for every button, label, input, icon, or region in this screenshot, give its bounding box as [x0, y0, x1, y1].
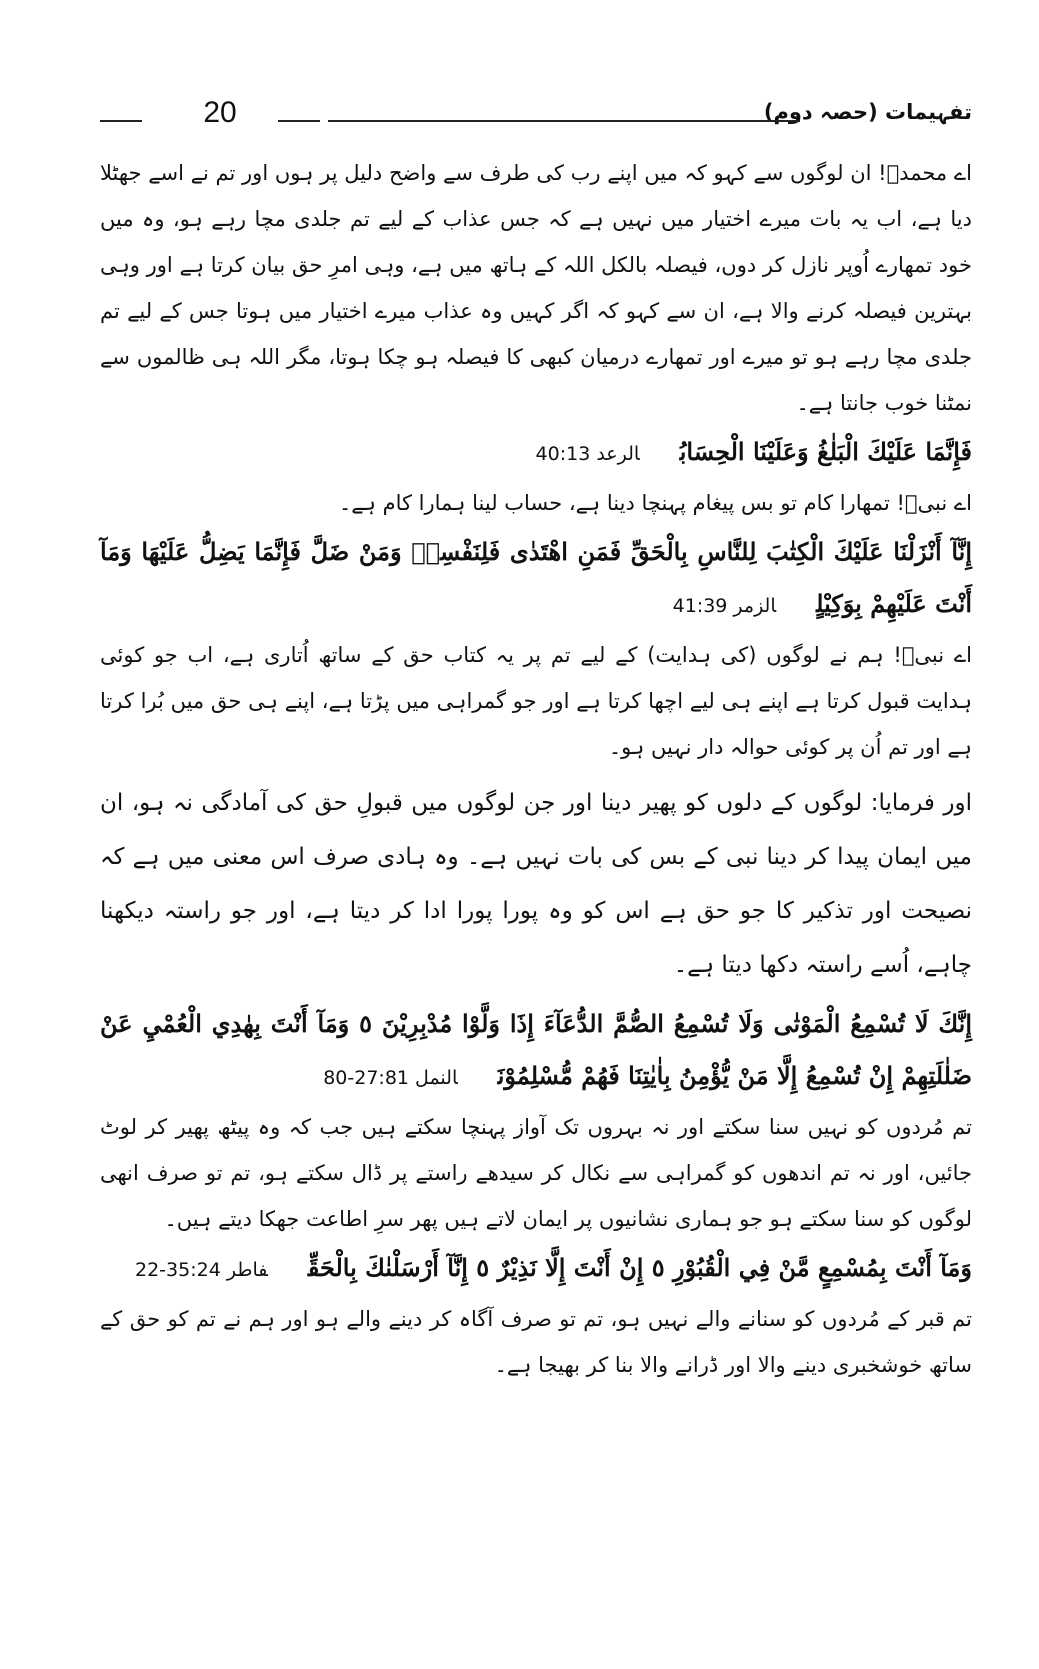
- verse-text: فَإِنَّمَا عَلَيْكَ الْبَلٰغُ وَعَلَيْنَا الْحِسَابُ: [679, 437, 972, 466]
- running-header: [100, 96, 972, 136]
- paragraph-1: اے محمدؐ! ان لوگوں سے کہو کہ میں اپنے رب کی طرف سے واضح دلیل پر ہوں اور تم نے اسے جھٹلا دیا ہے، اب یہ بات میرے اختیار میں نہیں ہے کہ جس عذاب کے لیے تم جلدی مچا رہے ہو، وہ میں خود تمھارے اُوپر نازل کر دوں، فیصلہ بالکل اللہ کے ہاتھ میں ہے، وہی امرِ حق بیان کرتا ہے اور وہی بہترین فیصلہ کرنے والا ہے، ان سے کہو کہ اگر کہیں وہ عذاب میرے اختیار میں ہوتا جس کے لیے تم جلدی مچا رہے ہو تو میرے اور تمھارے درمیان کبھی کا فیصلہ ہو چکا ہوتا، مگر اللہ ہی ظالموں سے نمٹنا خوب جانتا ہے۔: [100, 161, 972, 415]
- verse-text: وَمَآ أَنْتَ بِمُسْمِعٍ مَّنْ فِي الْقُبُوْرِ ٥ إِنْ أَنْتَ إِلَّا نَذِيْرٌ ٥ إِنَّآ أَرْسَلْنٰكَ بِالْحَقِّ: [307, 1253, 972, 1282]
- book-title: تفہیمات (حصہ دوم): [763, 100, 972, 124]
- verse-reference: فاطر 35:24-22: [134, 1259, 268, 1281]
- quran-verse-3: [100, 998, 972, 1104]
- verse-text: إِنَّآ أَنْزَلْنَا عَلَيْكَ الْكِتٰبَ لِلنَّاسِ بِالْحَقِّ فَمَنِ اهْتَدٰى فَلِنَفْسِهٖ وَمَنْ ضَلَّ فَإِنَّمَا يَضِلُّ عَلَيْهَا وَمَآ أَنْتَ عَلَيْهِمْ بِوَكِيْلٍ: [100, 537, 972, 618]
- quran-verse-2: [100, 526, 972, 632]
- paragraph-2: اے نبیؐ! تمھارا کام تو بس پیغام پہنچا دینا ہے، حساب لینا ہمارا کام ہے۔: [338, 491, 972, 515]
- page-number: 20: [203, 96, 237, 129]
- paragraph-3: اے نبیؐ! ہم نے لوگوں (کی ہدایت) کے لیے تم پر یہ کتاب حق کے ساتھ اُتاری ہے، اب جو کوئی ہدایت قبول کرتا ہے اپنے ہی لیے اچھا کرتا ہے اور جو گمراہی میں پڑتا ہے، اپنے ہی حق میں بُرا کرتا ہے اور تم اُن پر کوئی حوالہ دار نہیں ہو۔: [100, 643, 972, 759]
- page-number-rule-left: [100, 120, 142, 122]
- paragraph-4: اور فرمایا: لوگوں کے دلوں کو پھیر دینا اور جن لوگوں میں قبولِ حق کی آمادگی نہ ہو، ان میں ایمان پیدا کر دینا نبی کے بس کی بات نہیں ہے۔ وہ ہادی صرف اس معنی میں ہے کہ نصیحت اور تذکیر کا جو حق ہے اس کو وہ پورا پورا ادا کر دیتا ہے، اور جو راستہ دیکھنا چاہے، اُسے راستہ دکھا دیتا ہے۔: [100, 790, 972, 978]
- header-rule: [328, 120, 800, 122]
- verse-reference: النمل 27:81-80: [323, 1067, 458, 1089]
- paragraph-6: تم قبر کے مُردوں کو سنانے والے نہیں ہو، تم تو صرف آگاہ کر دینے والے ہو اور ہم نے تم کو حق کے ساتھ خوشخبری دینے والا اور ڈرانے والا بنا کر بھیجا ہے۔: [100, 1307, 972, 1377]
- verse-reference: الرعد 40:13: [535, 443, 640, 465]
- paragraph-5: تم مُردوں کو نہیں سنا سکتے اور نہ بہروں تک آواز پہنچا سکتے ہیں جب کہ وہ پیٹھ پھیر کر لوٹ جائیں، اور نہ تم اندھوں کو گمراہی سے نکال کر سیدھے راستے پر ڈال سکتے ہو، تم تو صرف انھی لوگوں کو سنا سکتے ہو جو ہماری نشانیوں پر ایمان لاتے ہیں پھر سرِ اطاعت جھکا دیتے ہیں۔: [100, 1115, 972, 1231]
- quran-verse-4: [100, 1242, 972, 1296]
- verse-reference: الزمر 41:39: [672, 595, 777, 617]
- quran-verse-1: [100, 426, 972, 480]
- page: [100, 96, 972, 1388]
- verse-text: إِنَّكَ لَا تُسْمِعُ الْمَوْتٰى وَلَا تُسْمِعُ الصُّمَّ الدُّعَآءَ إِذَا وَلَّوْا مُدْبِرِيْنَ ٥ وَمَآ أَنْتَ بِهٰدِي الْعُمْيِ عَنْ ضَلٰلَتِهِمْ إِنْ تُسْمِعُ إِلَّا مَنْ يُّؤْمِنُ بِاٰيٰتِنَا فَهُمْ مُّسْلِمُوْنَ: [100, 1009, 972, 1090]
